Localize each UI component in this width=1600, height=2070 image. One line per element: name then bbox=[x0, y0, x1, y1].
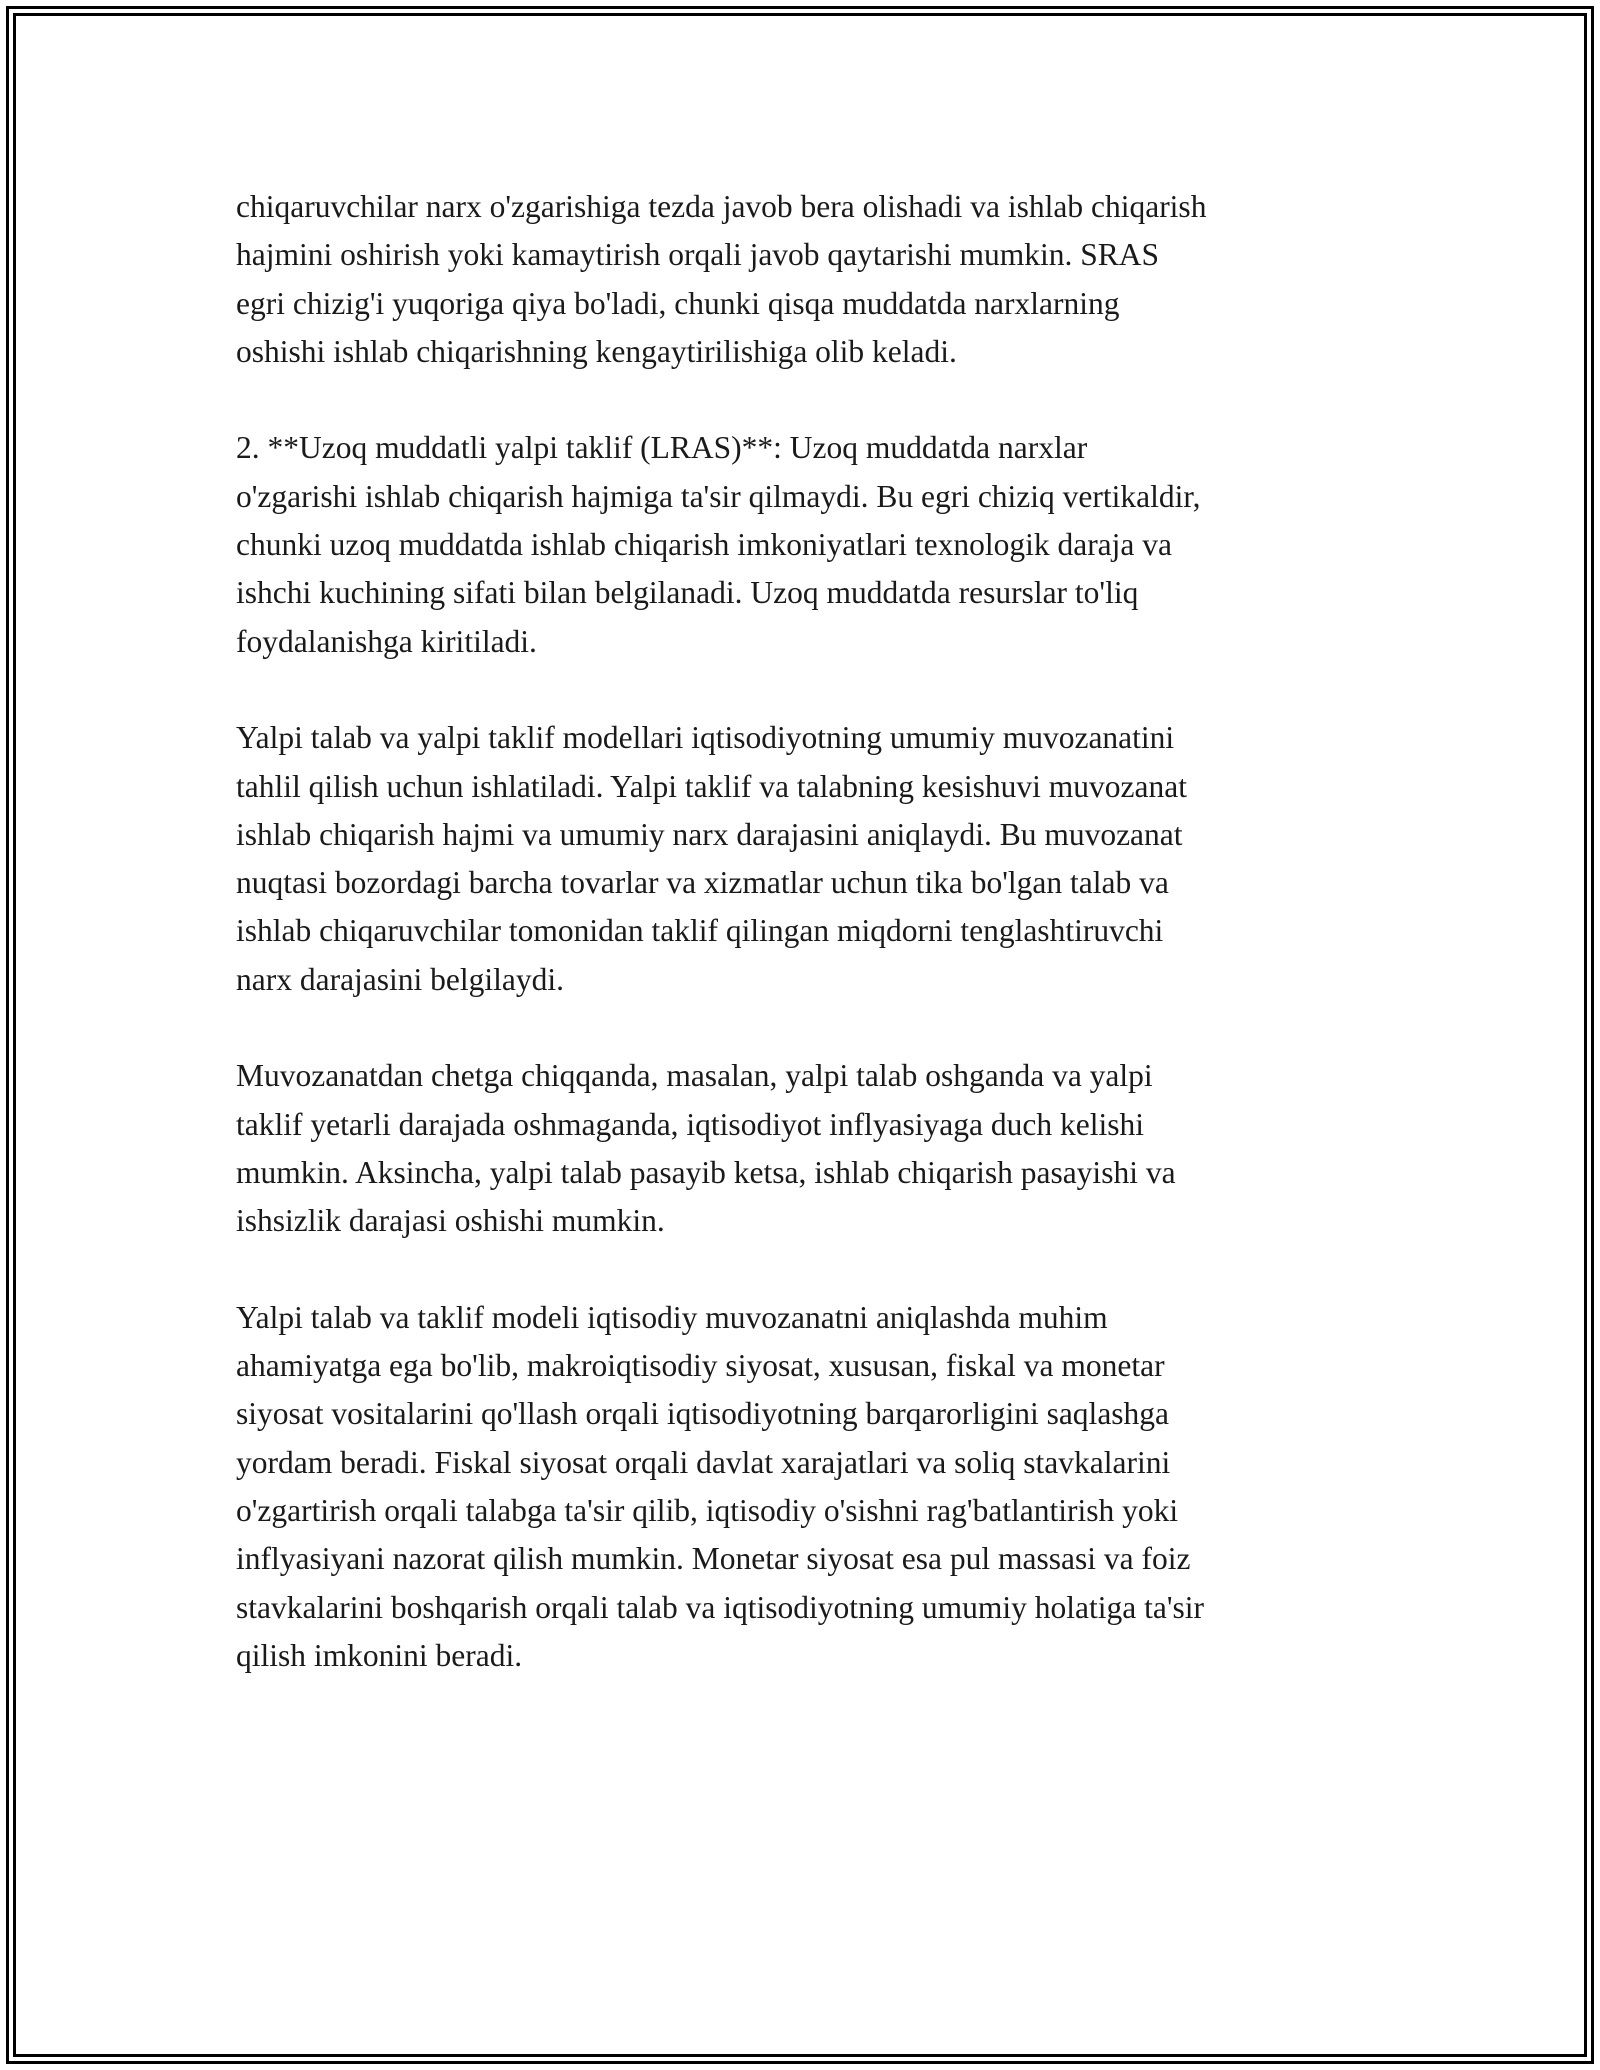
paragraph-lras: 2. **Uzoq muddatli yalpi taklif (LRAS)**: Uzoq muddatda narxlar o'zgarishi ishlab chiqarish hajmiga ta'sir qilmaydi. Bu egri chiziq vertikaldir, chunki uzoq muddatda ishlab chiqarish imkoniyatlari texnologik daraja va ishchi kuchining sifati bilan belgilanadi. Uzoq muddatda resurslar to'liq foydalanishga kiritiladi. bbox=[236, 430, 1201, 659]
paragraph-equilibrium: Yalpi talab va yalpi taklif modellari iqtisodiyotning umumiy muvozanatini tahlil qilish uchun ishlatiladi. Yalpi taklif va talabning kesishuvi muvozanat ishlab chiqarish hajmi va umumiy narx darajasini aniqlaydi. Bu muvozanat nuqtasi bozordagi barcha tovarlar va xizmatlar uchun tika bo'lgan talab va ishlab chiqaruvchilar tomonidan taklif qilingan miqdorni tenglashtiruvchi narx darajasini belgilaydi. bbox=[236, 720, 1187, 997]
paragraph-sras-continuation: chiqaruvchilar narx o'zgarishiga tezda javob bera olishadi va ishlab chiqarish hajmini oshirish yoki kamaytirish orqali javob qaytarishi mumkin. SRAS egri chizig'i yuqoriga qiya bo'ladi, chunki qisqa muddatda narxlarning oshishi ishlab chiqarishning kengaytirilishiga olib keladi. bbox=[236, 189, 1207, 369]
paragraph-deviation: Muvozanatdan chetga chiqqanda, masalan, yalpi talab oshganda va yalpi taklif yetarli darajada oshmaganda, iqtisodiyot inflyasiyaga duch kelishi mumkin. Aksincha, yalpi talab pasayib ketsa, ishlab chiqarish pasayishi va ishsizlik darajasi oshishi mumkin. bbox=[236, 1058, 1176, 1239]
document-body bbox=[236, 183, 1376, 1729]
paragraph-policy: Yalpi talab va taklif modeli iqtisodiy muvozanatni aniqlashda muhim ahamiyatga ega bo'lib, makroiqtisodiy siyosat, xususan, fiskal va monetar siyosat vositalarini qo'llash orqali iqtisodiyotning barqarorligini saqlashga yordam beradi. Fiskal siyosat orqali davlat xarajatlari va soliq stavkalarini o'zgartirish orqali talabga ta'sir qilib, iqtisodiy o'sishni rag'batlantirish yoki inflyasiyani nazorat qilish mumkin. Monetar siyosat esa pul massasi va foiz stavkalarini boshqarish orqali talab va iqtisodiyotning umumiy holatiga ta'sir qilish imkonini beradi. bbox=[236, 1299, 1205, 1673]
